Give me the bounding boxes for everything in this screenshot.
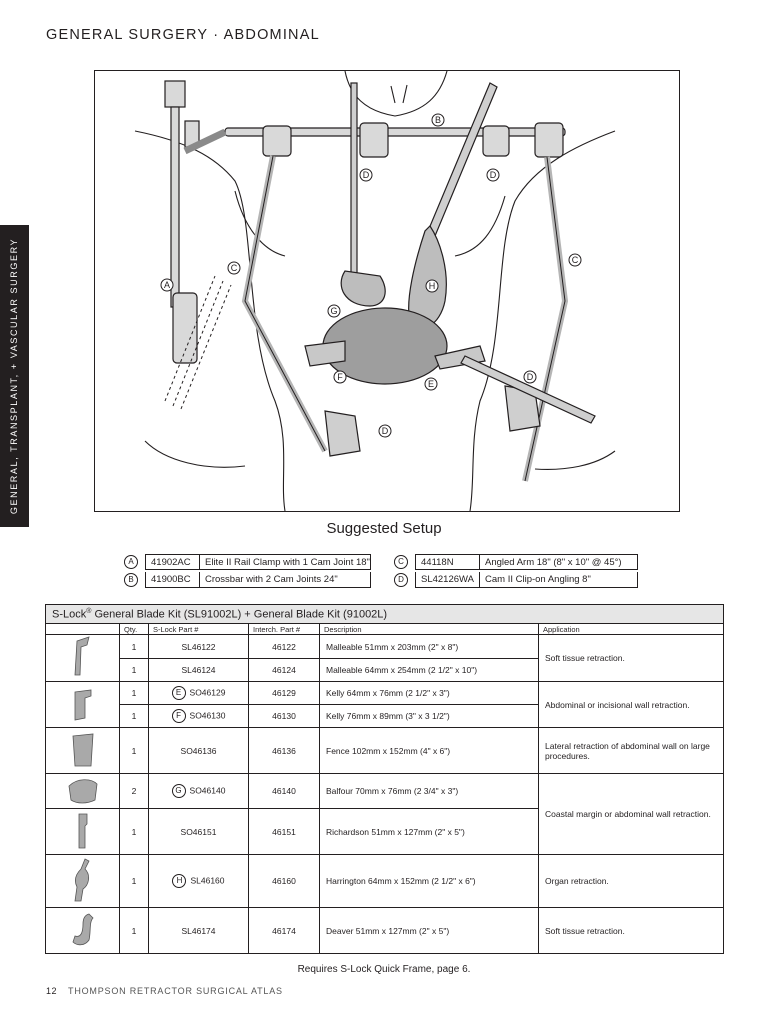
qty-cell: 1 [120,682,149,705]
svg-text:E: E [427,379,435,389]
setup-legend-right [394,553,638,589]
table-row [46,635,724,659]
blade-image-fence [46,728,120,774]
post-cap [165,81,185,107]
slock-part-cell: SO46151 [149,809,249,855]
svg-text:C: C [230,263,238,273]
interch-part-cell: 46151 [249,809,320,855]
application-cell: Soft tissue retraction. [539,635,724,682]
svg-text:D: D [381,426,389,436]
body-right-outline [470,131,615,511]
callout-A [161,279,173,291]
legend-desc: Cam II Clip-on Angling 8" [480,572,638,588]
hip-contour [145,441,615,469]
svg-text:H: H [428,281,436,291]
table-row [46,855,724,908]
suggested-setup-title: Suggested Setup [326,520,442,537]
description-cell: Deaver 51mm x 127mm (2" x 5") [320,908,539,954]
cam-joint-center-right [483,126,509,156]
description-cell: Kelly 76mm x 89mm (3" x 3 1/2") [320,705,539,728]
svg-text:A: A [163,280,171,290]
slock-part-cell: F SO46130 [149,705,249,728]
callout-D-4 [379,425,391,437]
body-left-outline [135,131,285,511]
clip-arm-right [428,83,497,236]
rail-clamp-body [173,293,197,363]
kit-header-row [46,624,724,635]
col-image [46,624,120,635]
application-cell: Abdominal or incisional wall retraction. [539,682,724,728]
qty-cell: 1 [120,705,149,728]
legend-letter: B [124,573,138,587]
page-number: 12 [46,986,58,996]
blade-image-richardson [46,809,120,855]
description-cell: Balfour 70mm x 76mm (2 3/4" x 3") [320,774,539,809]
col-interch-part: Interch. Part # [249,624,320,635]
callout-D-1 [360,169,372,181]
col-qty: Qty. [120,624,149,635]
application-cell: Soft tissue retraction. [539,908,724,954]
callout-H [426,280,438,292]
cam-joint-center-left [360,123,388,157]
callout-F [334,371,346,383]
legend-row [124,571,371,589]
svg-text:C: C [571,255,579,265]
slock-part-cell: SL46174 [149,908,249,954]
qty-cell: 1 [120,728,149,774]
qty-cell: 1 [120,908,149,954]
svg-text:D: D [526,372,534,382]
interch-part-cell: 46129 [249,682,320,705]
description-cell: Richardson 51mm x 127mm (2" x 5") [320,809,539,855]
cam-joint-right [535,123,563,157]
callout-letter-F: F [172,709,186,723]
description-cell: Kelly 64mm x 76mm (2 1/2" x 3") [320,682,539,705]
callout-C-left [228,262,240,274]
blade-image-harrington [46,855,120,908]
legend-row [394,571,638,589]
legend-letter: A [124,555,138,569]
neck-outline [345,71,447,116]
col-application: Application [539,624,724,635]
callout-D-2 [487,169,499,181]
svg-text:G: G [330,306,338,316]
table-row [46,908,724,954]
callout-D-3 [524,371,536,383]
neck-detail [391,85,407,103]
table-row [46,682,724,705]
legend-part: 44118N [415,554,480,570]
interch-part-cell: 46122 [249,635,320,659]
cam-joint-left [263,126,291,156]
callout-E [425,378,437,390]
col-description: Description [320,624,539,635]
kit-title-row [46,605,724,624]
legend-part: 41902AC [145,554,200,570]
interch-part-cell: 46124 [249,659,320,682]
description-cell: Malleable 51mm x 203mm (2" x 8") [320,635,539,659]
application-cell: Organ retraction. [539,855,724,908]
qty-cell: 1 [120,659,149,682]
kit-title: S-Lock® General Blade Kit (SL91002L) + General Blade Kit (91002L) [46,605,724,624]
page-footer [46,986,283,996]
blade-image-malleable [46,635,120,682]
interch-part-cell: 46160 [249,855,320,908]
legend-part: 41900BC [145,572,200,588]
interch-part-cell: 46140 [249,774,320,809]
quick-frame-note: Requires S-Lock Quick Frame, page 6. [297,964,471,975]
callout-C-right [569,254,581,266]
interch-part-cell: 46136 [249,728,320,774]
qty-cell: 2 [120,774,149,809]
interch-part-cell: 46130 [249,705,320,728]
legend-letter: D [394,573,408,587]
blade-kit-table [45,604,724,954]
blade-image-deaver [46,908,120,954]
callout-letter-E: E [172,686,186,700]
angled-arm-right [525,157,565,481]
svg-text:B: B [434,115,442,125]
slock-part-cell: G SO46140 [149,774,249,809]
callout-letter-H: H [172,874,186,888]
slock-part-cell: SO46136 [149,728,249,774]
qty-cell: 1 [120,809,149,855]
application-cell: Coastal margin or abdominal wall retraction. [539,774,724,855]
blade-kelly-left [305,341,345,366]
description-cell: Fence 102mm x 152mm (4" x 6") [320,728,539,774]
svg-text:F: F [337,372,343,382]
callout-G [328,305,340,317]
legend-desc: Crossbar with 2 Cam Joints 24" [200,572,371,588]
description-cell: Malleable 64mm x 254mm (2 1/2" x 10") [320,659,539,682]
slock-part-cell: E SO46129 [149,682,249,705]
illustration-svg [95,71,679,511]
qty-cell: 1 [120,635,149,659]
lower-cam-joint-left [325,411,360,456]
svg-text:D: D [489,170,497,180]
slock-part-cell: SL46124 [149,659,249,682]
legend-desc: Elite II Rail Clamp with 1 Cam Joint 18" [200,554,371,570]
angled-arm-left [245,156,325,451]
retractor-setup-illustration [94,70,680,512]
description-cell: Harrington 64mm x 152mm (2 1/2" x 6") [320,855,539,908]
setup-legend-left [124,553,371,589]
interch-part-cell: 46174 [249,908,320,954]
post-rod [171,107,179,307]
legend-row [394,553,638,571]
callout-letter-G: G [172,784,186,798]
slock-part-cell: SL46122 [149,635,249,659]
clip-arm-center [351,83,357,273]
legend-letter: C [394,555,408,569]
qty-cell: 1 [120,855,149,908]
svg-text:D: D [362,170,370,180]
footer-title: THOMPSON RETRACTOR SURGICAL ATLAS [68,986,283,996]
side-section-tab [0,225,29,527]
blade-balfour [341,271,385,306]
callout-B [432,114,444,126]
blade-image-kelly [46,682,120,728]
legend-desc: Angled Arm 18" (8" x 10" @ 45°) [480,554,638,570]
table-row [46,728,724,774]
table-row [46,774,724,809]
side-tab-label: GENERAL, TRANSPLANT, + VASCULAR SURGERY [9,237,19,515]
legend-part: SL42126WA [415,572,480,588]
chest-contour [235,191,505,256]
slock-part-cell: H SL46160 [149,855,249,908]
blade-image-balfour [46,774,120,809]
col-slock-part: S-Lock Part # [149,624,249,635]
legend-row [124,553,371,571]
page-header-title: GENERAL SURGERY · ABDOMINAL [46,27,320,43]
angled-arm-left-edge [245,156,325,451]
application-cell: Lateral retraction of abdominal wall on large procedures. [539,728,724,774]
